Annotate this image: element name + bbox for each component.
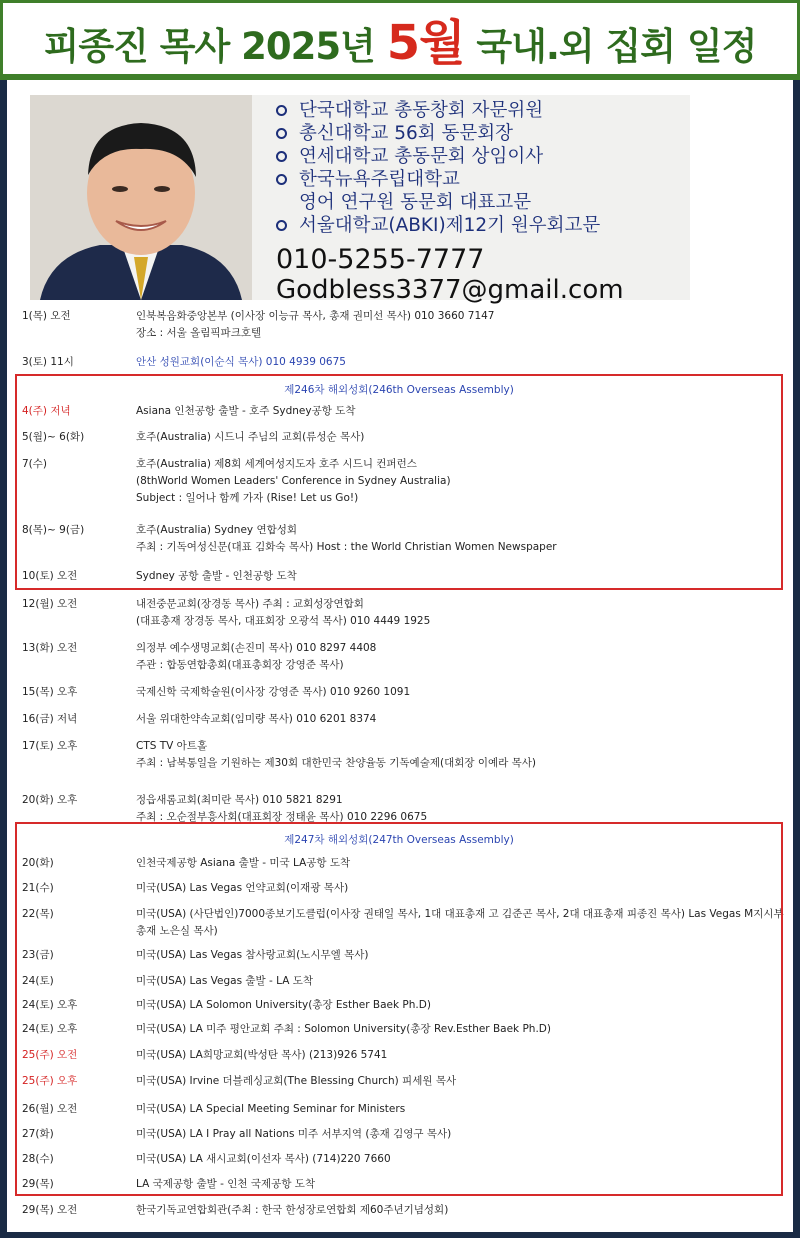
description-line: 정읍새롬교회(최미란 목사) 010 5821 8291 bbox=[136, 794, 343, 806]
description-line: 주최 : 오순절부흥사회(대표회장 정태윤 목사) 010 2296 0675 bbox=[136, 811, 428, 823]
role-item bbox=[276, 99, 696, 122]
role-text: 서울대학교(ABKI)제12기 원우회고문 bbox=[299, 215, 601, 236]
schedule-date: 27(화) bbox=[22, 1128, 54, 1140]
description-line: 주최 : 남북통일을 기원하는 제30회 대한민국 찬양율동 기독예술제(대회장 이예라 목사) bbox=[136, 757, 536, 769]
description-line: (대표총재 장경동 목사, 대표회장 오광석 목사) 010 4449 1925 bbox=[136, 615, 431, 627]
description-line: 안산 성원교회(이순식 목사) 010 4939 0675 bbox=[136, 356, 346, 368]
description-line: 미국(USA) LA Special Meeting Seminar for Ministers bbox=[136, 1103, 406, 1115]
title-prefix: 피종진 목사 2025년 bbox=[43, 25, 387, 68]
profile-card bbox=[30, 95, 690, 305]
schedule-description bbox=[136, 711, 786, 728]
schedule-date: 29(목) 오전 bbox=[22, 1204, 78, 1216]
schedule-date: 17(토) 오후 bbox=[22, 740, 78, 752]
schedule-date: 21(수) bbox=[22, 882, 54, 894]
phone-number: 010-5255-7777 bbox=[276, 244, 485, 275]
description-line: 장소 : 서울 올림픽파크호텔 bbox=[136, 327, 262, 339]
circle-bullet-icon bbox=[276, 151, 287, 162]
description-line: 미국(USA) LA희망교회(박성탄 목사) (213)926 5741 bbox=[136, 1049, 388, 1061]
schedule-date: 24(토) bbox=[22, 975, 54, 987]
schedule-description bbox=[136, 684, 786, 701]
schedule-date: 5(월)~ 6(화) bbox=[22, 431, 85, 443]
title-month: 5월 bbox=[386, 15, 465, 71]
roles-list bbox=[276, 99, 696, 305]
description-line: 주관 : 합동연합총회(대표총회장 강영준 목사) bbox=[136, 659, 344, 671]
description-line: 미국(USA) LA Solomon University(총장 Esther Baek Ph.D) bbox=[136, 999, 431, 1011]
schedule-date: 29(목) bbox=[22, 1178, 54, 1190]
role-item bbox=[276, 214, 696, 237]
schedule-description bbox=[136, 308, 786, 342]
role-text: 연세대학교 총동문회 상임이사 bbox=[299, 146, 544, 167]
description-line: Asiana 인천공항 출발 - 호주 Sydney공항 도착 bbox=[136, 405, 356, 417]
role-text: 단국대학교 총동창회 자문위원 bbox=[299, 100, 544, 121]
description-line: 미국(USA) Las Vegas 참사랑교회(노시무엘 목사) bbox=[136, 949, 369, 961]
role-text: 영어 연구원 동문회 대표고문 bbox=[299, 192, 532, 213]
schedule-date: 1(목) 오전 bbox=[22, 310, 71, 322]
description-line: Subject : 일어나 함께 가자 (Rise! Let us Go!) bbox=[136, 492, 359, 504]
schedule-date: 20(화) 오후 bbox=[22, 794, 78, 806]
role-item bbox=[276, 168, 696, 191]
pastor-portrait bbox=[30, 95, 252, 300]
schedule-date: 24(토) 오후 bbox=[22, 1023, 78, 1035]
description-line: 호주(Australia) Sydney 연합성회 bbox=[136, 524, 298, 536]
description-line: 미국(USA) (사단법인)7000종보기도클럽(이사장 권태일 목사, 1대 대표총재 고 김준곤 목사, 2대 대표총재 피종진 목사) Las Vegas M지시부총재 노은실 목사) bbox=[136, 908, 784, 937]
circle-bullet-icon bbox=[276, 128, 287, 139]
description-line: 주최 : 기독여성신문(대표 김화숙 목사) Host : the World Christian Women Newspaper bbox=[136, 541, 557, 553]
schedule-description bbox=[136, 596, 786, 630]
description-line: Sydney 공항 출발 - 인천공항 도착 bbox=[136, 570, 297, 582]
schedule-date: 10(토) 오전 bbox=[22, 570, 78, 582]
schedule-date: 12(월) 오전 bbox=[22, 598, 78, 610]
schedule-date: 25(주) 오전 bbox=[22, 1049, 78, 1061]
description-line: 미국(USA) LA I Pray all Nations 미주 서부지역 (총재 김영구 목사) bbox=[136, 1128, 452, 1140]
circle-bullet-icon bbox=[276, 220, 287, 231]
role-item-continued bbox=[276, 191, 696, 214]
schedule-date: 24(토) 오후 bbox=[22, 999, 78, 1011]
schedule-date: 23(금) bbox=[22, 949, 54, 961]
assembly-246-title: 제246차 해외성회(246th Overseas Assembly) bbox=[284, 384, 514, 396]
schedule-description bbox=[136, 640, 786, 674]
description-line: 내전중문교회(장경동 목사) 주최 : 교회성장연합회 bbox=[136, 598, 364, 610]
title-banner bbox=[0, 0, 800, 80]
assembly-247-title: 제247차 해외성회(247th Overseas Assembly) bbox=[284, 834, 514, 846]
role-item bbox=[276, 145, 696, 168]
schedule-date: 25(주) 오후 bbox=[22, 1075, 78, 1087]
schedule-date: 28(수) bbox=[22, 1153, 54, 1165]
title-suffix: 국내.외 집회 일정 bbox=[464, 25, 757, 68]
role-item bbox=[276, 122, 696, 145]
description-line: 인천국제공항 Asiana 출발 - 미국 LA공항 도착 bbox=[136, 857, 351, 869]
description-line: 한국기독교연합회관(주최 : 한국 한성장로연합회 제60주년기념성회) bbox=[136, 1204, 449, 1216]
description-line: 의정부 예수생명교회(손진미 목사) 010 8297 4408 bbox=[136, 642, 377, 654]
schedule-date: 8(목)~ 9(금) bbox=[22, 524, 85, 536]
description-line: 서울 위대한약속교회(임미량 목사) 010 6201 8374 bbox=[136, 713, 377, 725]
circle-bullet-icon bbox=[276, 105, 287, 116]
description-line: 미국(USA) Irvine 더블레싱교회(The Blessing Church) 피세원 목사 bbox=[136, 1075, 457, 1087]
circle-bullet-icon bbox=[276, 174, 287, 185]
schedule-date: 26(월) 오전 bbox=[22, 1103, 78, 1115]
portrait-image bbox=[30, 95, 252, 300]
description-line: 미국(USA) Las Vegas 출발 - LA 도착 bbox=[136, 975, 314, 987]
description-line: CTS TV 아트홀 bbox=[136, 740, 208, 752]
description-line: 미국(USA) Las Vegas 언약교회(이재광 목사) bbox=[136, 882, 349, 894]
schedule-date: 4(주) 저녁 bbox=[22, 405, 71, 417]
description-line: (8thWorld Women Leaders' Conference in Sydney Australia) bbox=[136, 475, 451, 487]
description-line: LA 국제공항 출발 - 인천 국제공항 도착 bbox=[136, 1178, 316, 1190]
email-address: Godbless3377@gmail.com bbox=[276, 275, 624, 305]
description-line: 호주(Australia) 제8회 세계여성지도자 호주 시드니 컨퍼런스 bbox=[136, 458, 417, 470]
overseas-assembly-246-box bbox=[15, 374, 783, 590]
schedule-date: 7(수) bbox=[22, 458, 48, 470]
role-text: 한국뉴욕주립대학교 bbox=[299, 169, 460, 190]
schedule-description bbox=[136, 1202, 786, 1219]
overseas-assembly-247-box bbox=[15, 822, 783, 1196]
description-line: 호주(Australia) 시드니 주님의 교회(류성순 목사) bbox=[136, 431, 365, 443]
schedule-description bbox=[136, 354, 786, 371]
page-title bbox=[44, 4, 757, 73]
schedule-description bbox=[136, 738, 786, 772]
schedule-date: 13(화) 오전 bbox=[22, 642, 78, 654]
schedule-date: 3(토) 11시 bbox=[22, 356, 74, 368]
description-line: 미국(USA) LA 미주 평안교회 주최 : Solomon University(총장 Rev.Esther Baek Ph.D) bbox=[136, 1023, 551, 1035]
description-line: 국제신학 국제학술원(이사장 강영준 목사) 010 9260 1091 bbox=[136, 686, 411, 698]
schedule-date: 15(목) 오후 bbox=[22, 686, 78, 698]
schedule-date: 22(목) bbox=[22, 908, 54, 920]
schedule-date: 16(금) 저녁 bbox=[22, 713, 78, 725]
description-line: 미국(USA) LA 새시교회(이선자 목사) (714)220 7660 bbox=[136, 1153, 391, 1165]
role-text: 총신대학교 56회 동문회장 bbox=[299, 123, 514, 144]
description-line: 인북복음화중앙본부 (이사장 이능규 목사, 총재 권미선 목사) 010 3660 7147 bbox=[136, 310, 495, 322]
schedule-date: 20(화) bbox=[22, 857, 54, 869]
schedule-description bbox=[136, 792, 786, 826]
